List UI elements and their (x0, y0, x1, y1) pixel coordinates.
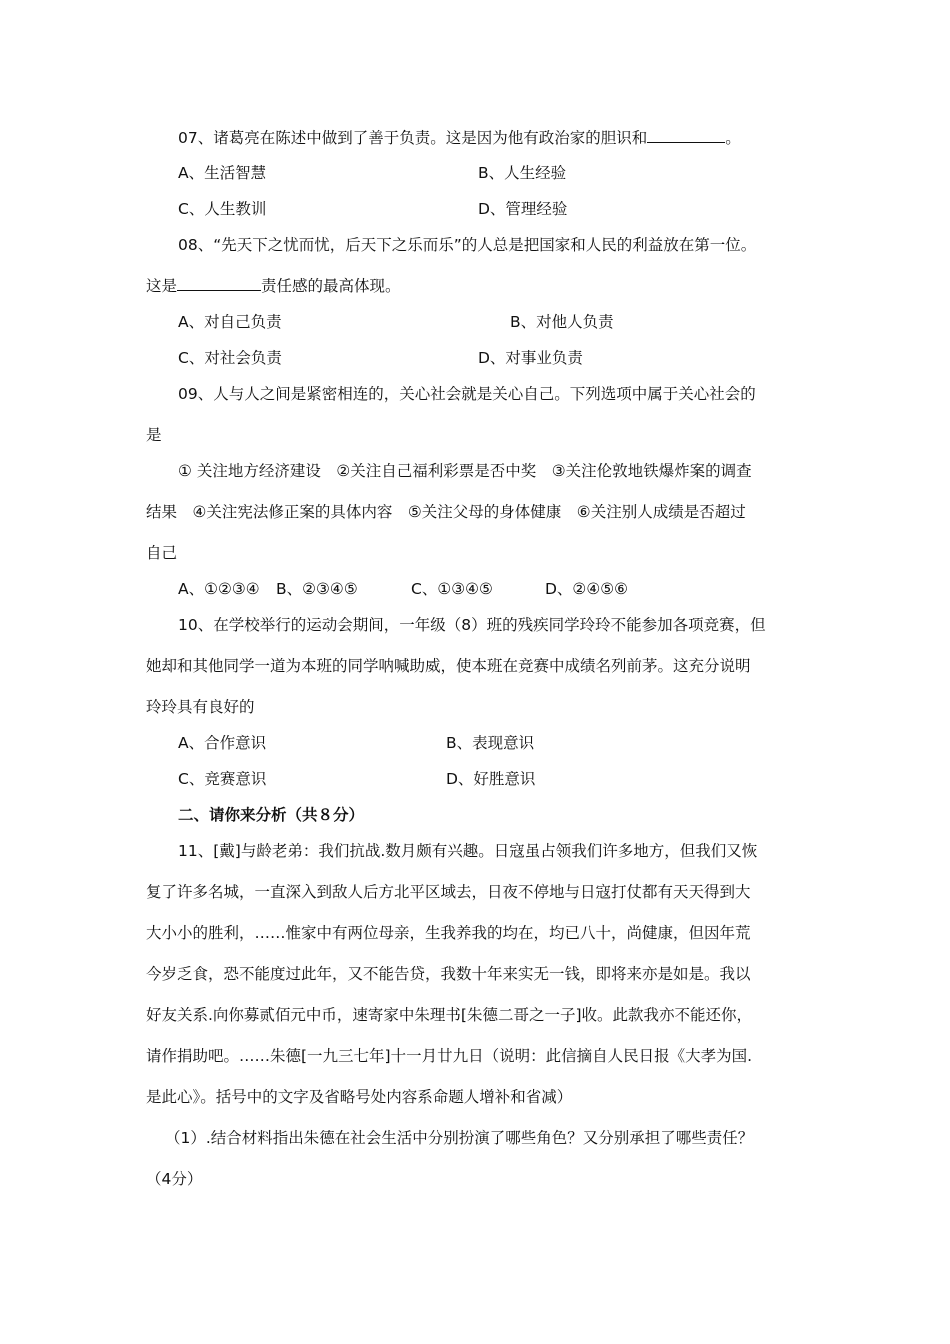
q11-line3: 大小小的胜利，……惟家中有两位母亲，生我养我的均在，均已八十，尚健康，但因年荒 (146, 924, 751, 942)
q08-line1: 08、“先天下之忧而忧，后天下之乐而乐”的人总是把国家和人民的利益放在第一位。 (178, 236, 757, 254)
q11-line5: 好友关系.向你募贰佰元中币，速寄家中朱理书[朱德二哥之一子]收。此款我亦不能还你， (146, 1006, 753, 1024)
q08-line2-before: 这是 (146, 277, 178, 295)
q09-option-a: A、①②③④ (178, 580, 260, 598)
q10-option-d: D、好胜意识 (446, 770, 536, 788)
q09-line1: 09、人与人之间是紧密相连的，关心社会就是关心自己。下列选项中属于关心社会的 (178, 385, 756, 403)
q11-line6: 请作捐助吧。……朱德[一九三七年]十一月廿九日（说明：此信摘自人民日报《大孝为国. (146, 1047, 753, 1065)
q07-option-d: D、管理经验 (478, 200, 568, 218)
q11-line7: 是此心》。括号中的文字及省略号处内容系命题人增补和省减） (146, 1088, 573, 1106)
q07-stem-after: 。 (725, 129, 741, 147)
q08-option-c: C、对社会负责 (178, 349, 282, 367)
q10-option-c: C、竞赛意识 (178, 770, 267, 788)
q09-items-line3: 自己 (146, 544, 178, 562)
q11-line1: 11、[戴]与龄老弟：我们抗战.数月颇有兴趣。日寇虽占领我们许多地方，但我们又恢 (178, 842, 758, 860)
q09-items-line2: 结果 ④关注宪法修正案的具体内容 ⑤关注父母的身体健康 ⑥关注别人成绩是否超过 (146, 503, 746, 521)
q10-line3: 玲玲具有良好的 (146, 698, 255, 716)
q10-option-b: B、表现意识 (446, 734, 535, 752)
q09-option-d: D、②④⑤⑥ (545, 580, 629, 598)
section2-heading: 二、请你来分析（共８分） (178, 806, 365, 824)
q08-line2 (146, 275, 401, 297)
q09-items-line1: ① 关注地方经济建设 ②关注自己福利彩票是否中奖 ③关注伦敦地铁爆炸案的调查 (178, 462, 752, 480)
q11-line2: 复了许多名城，一直深入到敌人后方北平区域去，日夜不停地与日寇打仗都有天天得到大 (146, 883, 751, 901)
q11-sub1-line2: （4分） (146, 1170, 203, 1188)
q09-line2: 是 (146, 426, 162, 444)
q08-line2-after: 责任感的最高体现。 (261, 277, 401, 295)
q10-line2: 她却和其他同学一道为本班的同学呐喊助威，使本班在竞赛中成绩名列前茅。这充分说明 (146, 657, 751, 675)
q08-option-b: B、对他人负责 (510, 313, 614, 331)
q11-line4: 今岁乏食，恐不能度过此年，又不能告贷，我数十年来实无一钱，即将来亦是如是。我以 (146, 965, 751, 983)
q10-option-a: A、合作意识 (178, 734, 267, 752)
q08-option-d: D、对事业负责 (478, 349, 583, 367)
q07-option-c: C、人生教训 (178, 200, 267, 218)
q10-line1: 10、在学校举行的运动会期间，一年级（8）班的残疾同学玲玲不能参加各项竞赛，但 (178, 616, 766, 634)
q07-stem-before: 07、诸葛亮在陈述中做到了善于负责。这是因为他有政治家的胆识和 (178, 129, 648, 147)
q07-stem (178, 127, 741, 149)
q08-blank (177, 276, 261, 291)
q11-sub1-line1: （1）.结合材料指出朱德在社会生活中分别扮演了哪些角色？又分别承担了哪些责任？ (165, 1129, 754, 1147)
q09-option-b: B、②③④⑤ (276, 580, 358, 598)
q09-option-c: C、①③④⑤ (411, 580, 493, 598)
q07-option-a: A、生活智慧 (178, 164, 267, 182)
q07-blank (647, 128, 725, 143)
q08-option-a: A、对自己负责 (178, 313, 282, 331)
q07-option-b: B、人生经验 (478, 164, 567, 182)
